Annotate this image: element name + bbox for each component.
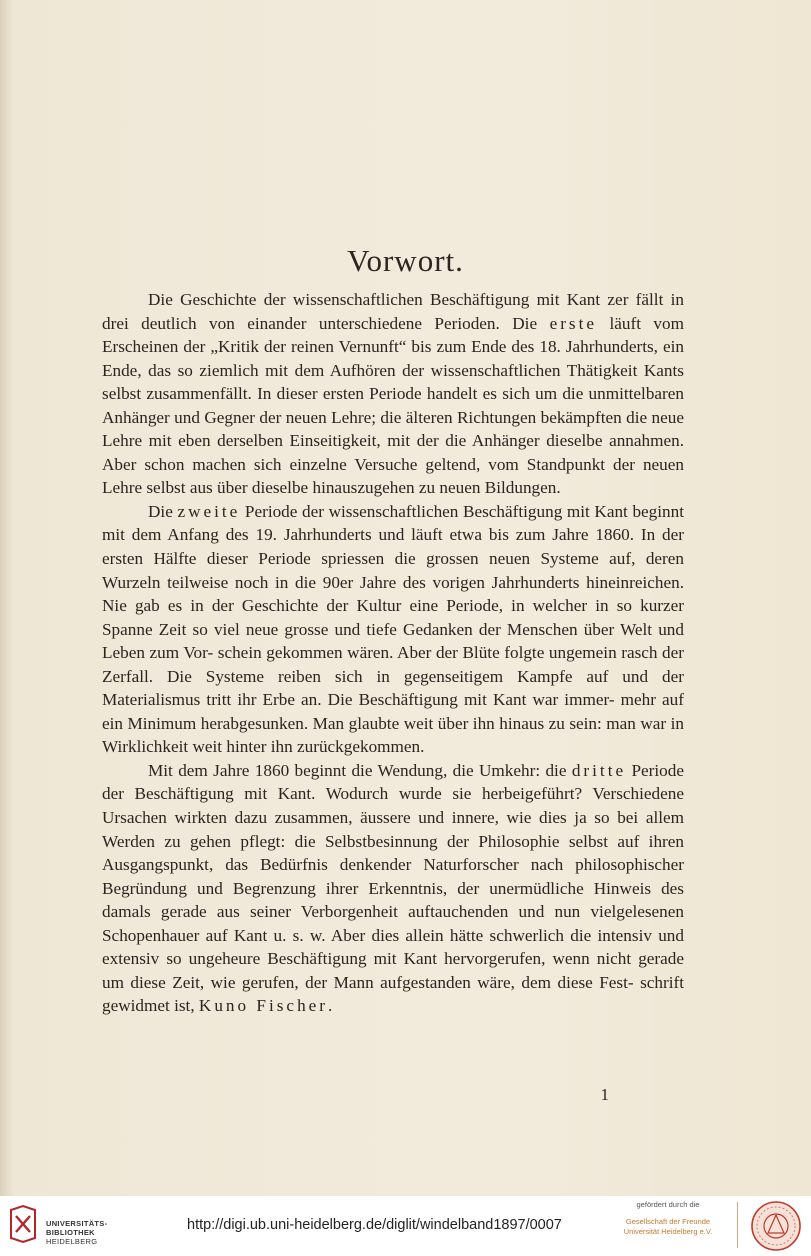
library-emblem-icon [8, 1204, 38, 1244]
page-number: 1 [600, 1085, 609, 1104]
page-title: Vorwort. [347, 243, 464, 278]
library-name: UNIVERSITÄTS- BIBLIOTHEK HEIDELBERG [46, 1219, 108, 1246]
footer-bar [0, 1196, 811, 1256]
paragraph-2: Die zweite Periode der wissenschaftlichen Beschäftigung mit Kant beginnt mit dem Anfang des 19. Jahrhunderts und läuft etwa bis zum Jahre 1860. In der ersten Hälfte dieser Periode spriessen die grossen neuen Systeme auf, deren Wurzeln teilweise noch in die 90er Jahre des vorigen Jahrhunderts hineinreichen. Nie gab es in der Geschichte der Kultur eine Periode, in welcher in so kurzer Spanne Zeit so viel neue grosse und tiefe Gedanken der Menschen über Welt und Leben zum Vor- schein gekommen wären. Aber der Blüte folgte ungemein rasch der Zerfall. Die Systeme reiben sich in gegenseitigem Kampfe auf und der Materialismus tritt ihr Erbe an. Die Beschäftigung mit Kant war immer- mehr auf ein Minimum herabgesunken. Man glaubte weit über ihn hinaus zu sein: man war in Wirklichkeit weit hinter ihn zurückgekommen. [102, 501, 684, 757]
library-logo[interactable] [8, 1204, 118, 1248]
spaced-word-dritte: dritte [571, 760, 627, 780]
paragraph-3: Mit dem Jahre 1860 beginnt die Wendung, die Umkehr: die dritte Periode der Beschäftigung mit Kant. Wodurch wurde sie herbeigeführt? Verschiedene Ursachen wirkten dazu zusammen, äussere und innere, wie dies ja so bei allem Werden zu gehen pflegt: die Selbstbesinnung der Philosophie selbst auf ihren Ausgangspunkt, das Bedürfnis denkender Naturforscher nach philosophischer Begründung und Begrenzung ihrer Erkenntnis, der unermüdliche Hinweis des damals gerade aus seiner Verborgenheit auftauchenden und nun vielgelesenen Schopenhauer auf Kant u. s. w. Aber dies allein hätte schwerlich die intensiv und extensiv so ungeheure Beschäftigung mit Kant hervorgerufen, wenn nicht gerade um diese Zeit, wie gerufen, der Mann aufgestanden wäre, dem diese Fest- schrift gewidmet ist, Kuno Fischer. [102, 760, 684, 1016]
body-text [102, 288, 684, 1018]
spaced-word-zweite: zweite [177, 501, 241, 521]
permalink-url[interactable]: http://digi.ub.uni-heidelberg.de/diglit/windelband1897/0007 [187, 1217, 562, 1233]
spaced-name-kuno-fischer: Kuno Fischer [198, 996, 329, 1016]
university-seal-icon [748, 1199, 804, 1253]
footer-divider [737, 1202, 738, 1248]
spaced-word-erste: erste [549, 313, 598, 333]
paragraph-1: Die Geschichte der wissenschaftlichen Beschäftigung mit Kant zer fällt in drei deutlich von einander unterschiedene Perioden. Die erste läuft vom Erscheinen der „Kritik der reinen Vernunft“ bis zum Ende des 18. Jahrhunderts, ein Ende, das so ziemlich mit dem Aufhören der wissenschaftlichen Thätigkeit Kants selbst zusammenfällt. In dieser ersten Periode handelt es sich um die unmittelbaren Anhänger und Gegner der neuen Lehre; die älteren Richtungen bekämpften die neue Lehre mit eben derselben Einseitigkeit, mit der die Anhänger dieselbe annahmen. Aber schon machen sich einzelne Versuche geltend, vom Standpunkt der neuen Lehre selbst aus über dieselbe hinauszugehen zu neuen Bildungen. [102, 290, 684, 498]
sponsor-credit: gefördert durch die Gesellschaft der Freunde Universität Heidelberg e.V. [623, 1200, 713, 1236]
